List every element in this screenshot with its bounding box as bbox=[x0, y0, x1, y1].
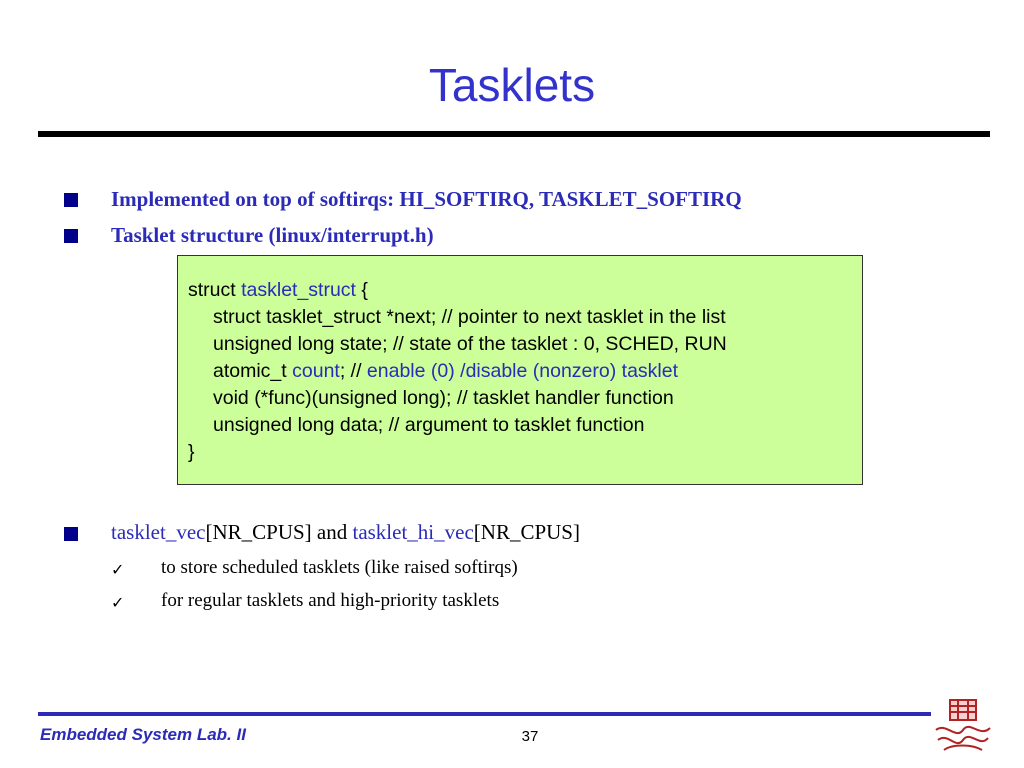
footer-lab-name: Embedded System Lab. II bbox=[40, 725, 246, 744]
bullet-term: tasklet_hi_vec bbox=[352, 520, 474, 544]
bullet-text: Tasklet structure (linux/interrupt.h) bbox=[111, 223, 434, 247]
sub-bullet-text: for regular tasklets and high-priority tasklets bbox=[161, 590, 500, 611]
code-line: void (*func)(unsigned long); // tasklet handler function bbox=[213, 387, 674, 409]
code-text: atomic_t bbox=[213, 360, 293, 382]
sub-bullet-text: to store scheduled tasklets (like raised softirqs) bbox=[161, 557, 518, 578]
check-icon: ✓ bbox=[111, 595, 125, 612]
code-line: } bbox=[188, 441, 195, 463]
code-box bbox=[177, 255, 863, 485]
code-keyword: count bbox=[292, 360, 340, 382]
bullet-marker bbox=[64, 193, 78, 207]
code-line: struct tasklet_struct *next; // pointer to next tasklet in the list bbox=[213, 306, 726, 328]
bullet-term: tasklet_vec bbox=[111, 520, 206, 544]
code-line: unsigned long data; // argument to tasklet function bbox=[213, 414, 645, 436]
code-keyword: tasklet_struct bbox=[241, 279, 356, 301]
footer-rule bbox=[38, 712, 931, 716]
title-rule bbox=[38, 131, 990, 137]
bullet-text bbox=[111, 520, 580, 545]
bullet-fragment: [NR_CPUS] bbox=[473, 520, 580, 544]
university-emblem-icon bbox=[932, 694, 994, 756]
page-number: 37 bbox=[521, 728, 539, 745]
code-line bbox=[188, 279, 368, 302]
bullet-marker bbox=[64, 229, 78, 243]
code-text: { bbox=[355, 279, 368, 301]
code-text: ; // bbox=[339, 360, 367, 382]
bullet-marker bbox=[64, 527, 78, 541]
code-line bbox=[213, 360, 678, 383]
code-line: unsigned long state; // state of the tasklet : 0, SCHED, RUN bbox=[213, 333, 727, 355]
code-comment: enable (0) /disable (nonzero) tasklet bbox=[366, 360, 679, 382]
bullet-fragment: [NR_CPUS] and bbox=[205, 520, 353, 544]
code-text: struct bbox=[188, 279, 242, 301]
slide-title: Tasklets bbox=[428, 59, 596, 111]
check-icon: ✓ bbox=[111, 562, 125, 579]
bullet-text: Implemented on top of softirqs: HI_SOFTIRQ, TASKLET_SOFTIRQ bbox=[111, 187, 742, 211]
